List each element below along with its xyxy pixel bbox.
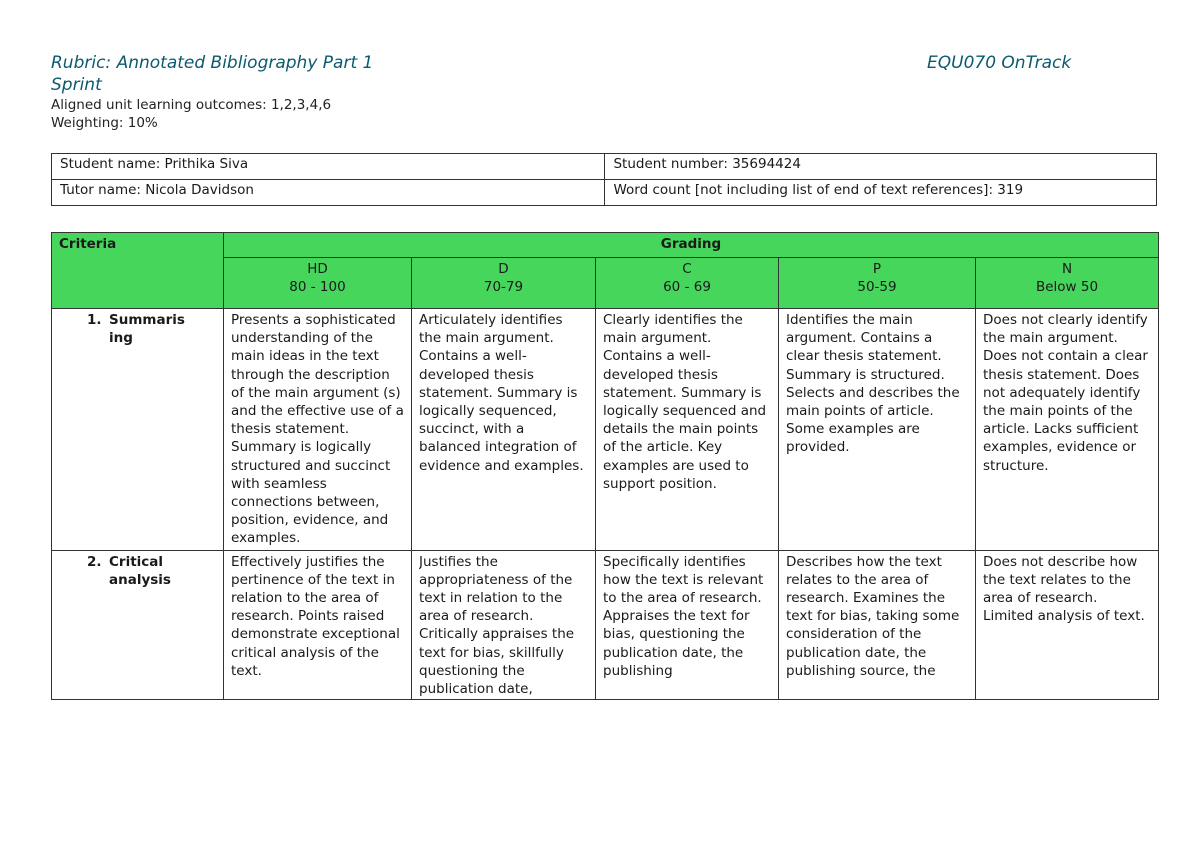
criterion-label: Summarising bbox=[109, 312, 185, 347]
grading-header: Grading bbox=[224, 233, 1159, 258]
learning-outcomes: Aligned unit learning outcomes: 1,2,3,4,6 bbox=[51, 97, 332, 113]
descriptor-d: Articulately identifies the main argument. Contains a well-developed thesis statement. Summary is logically sequenced, succinct, with a balanced integration of evidence and examples. bbox=[412, 309, 596, 551]
criterion-cell bbox=[52, 309, 224, 551]
grade-c: C 60 - 69 bbox=[596, 258, 779, 309]
student-info-table bbox=[51, 153, 1157, 206]
descriptor-p: Describes how the text relates to the area of research. Examines the text for bias, taking some consideration of the publication date, the publishing source, the bbox=[779, 550, 976, 699]
descriptor-n: Does not clearly identify the main argument. Does not contain a clear thesis statement. Does not adequately identify the main points of the article. Lacks sufficient examples, evidence or structure. bbox=[976, 309, 1159, 551]
grade-n: N Below 50 bbox=[976, 258, 1159, 309]
descriptor-hd: Presents a sophisticated understanding of the main ideas in the text through the description of the main argument (s) and the effective use of a thesis statement. Summary is logically structured and succinct with seamless connections between, position, evidence, and examples. bbox=[224, 309, 412, 551]
criteria-header: Criteria bbox=[52, 233, 224, 309]
tutor-name: Tutor name: Nicola Davidson bbox=[52, 180, 605, 206]
student-name: Student name: Prithika Siva bbox=[52, 154, 605, 180]
rubric-title: Rubric: Annotated Bibliography Part 1 bbox=[51, 53, 374, 73]
criterion-label: Critical analysis bbox=[109, 553, 171, 588]
criterion-number: 2. bbox=[87, 553, 102, 570]
descriptor-n: Does not describe how the text relates to the area of research. Limited analysis of text. bbox=[976, 550, 1159, 699]
grade-p: P 50-59 bbox=[779, 258, 976, 309]
descriptor-c: Specifically identifies how the text is relevant to the area of research. Appraises the text for bias, questioning the publication date, the publishing bbox=[596, 550, 779, 699]
descriptor-hd: Effectively justifies the pertinence of the text in relation to the area of research. Points raised demonstrate exceptional critical analysis of the text. bbox=[224, 550, 412, 699]
descriptor-d: Justifies the appropriateness of the text in relation to the area of research. Critically appraises the text for bias, skillfully questioning the publication date, bbox=[412, 550, 596, 699]
descriptor-c: Clearly identifies the main argument. Contains a well-developed thesis statement. Summary is logically sequenced and details the main points of the article. Key examples are used to support position. bbox=[596, 309, 779, 551]
criterion-cell bbox=[52, 550, 224, 699]
word-count: Word count [not including list of end of text references]: 319 bbox=[605, 180, 1157, 206]
unit-code: EQU070 OnTrack bbox=[927, 53, 1072, 73]
descriptor-p: Identifies the main argument. Contains a clear thesis statement. Summary is structured. Selects and describes the main points of article. Some examples are provided. bbox=[779, 309, 976, 551]
weighting: Weighting: 10% bbox=[51, 115, 158, 131]
grade-d: D 70-79 bbox=[412, 258, 596, 309]
criterion-number: 1. bbox=[87, 312, 102, 328]
rubric-row-critical-analysis bbox=[52, 550, 1159, 699]
student-number: Student number: 35694424 bbox=[605, 154, 1157, 180]
rubric-title-continued: Sprint bbox=[51, 75, 102, 95]
rubric-row-summarising bbox=[52, 309, 1159, 551]
grade-hd: HD 80 - 100 bbox=[224, 258, 412, 309]
document-header bbox=[51, 52, 1111, 132]
rubric-table bbox=[51, 232, 1159, 700]
